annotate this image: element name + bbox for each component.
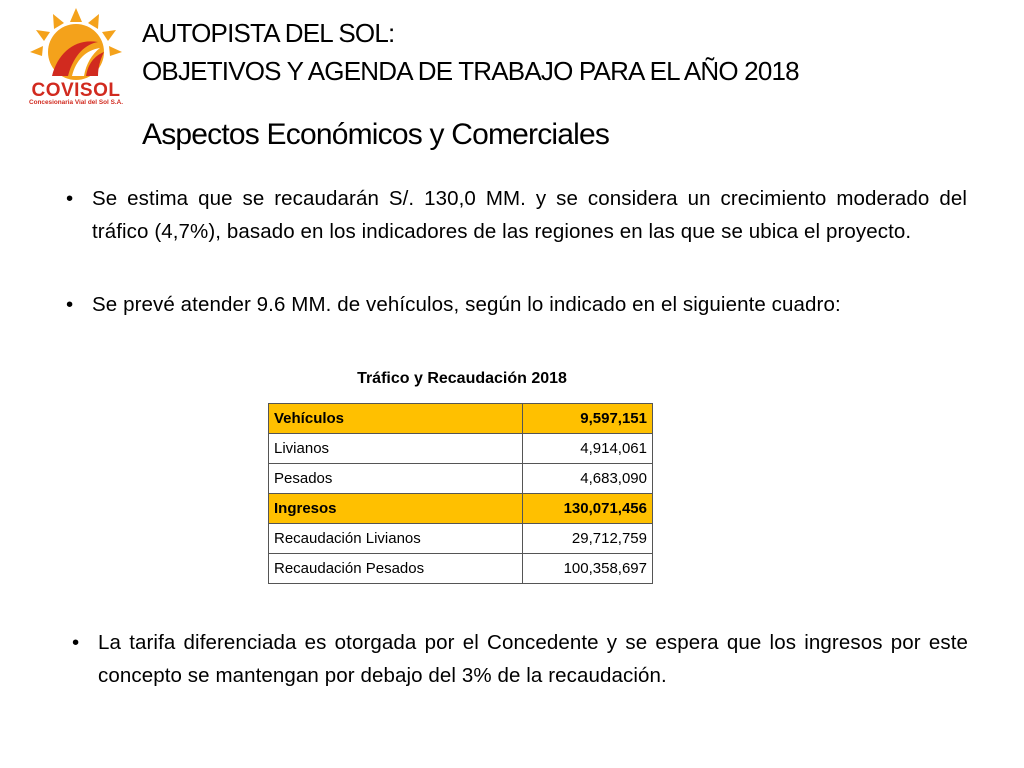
section-title: Aspectos Económicos y Comerciales [142,118,610,151]
table-row [269,494,653,524]
row-value: 130,071,456 [523,494,653,524]
header-line-1: AUTOPISTA DEL SOL: [142,18,395,48]
bullet-icon: • [72,631,80,654]
row-label: Pesados [269,464,523,494]
row-value: 100,358,697 [523,554,653,584]
row-label: Ingresos [269,494,523,524]
row-value: 9,597,151 [523,404,653,434]
table-row [269,554,653,584]
table-row [269,404,653,434]
bullet-text: La tarifa diferenciada es otorgada por el Concedente y se espera que los ingresos por este concepto se mantengan por debajo del 3% de la recaudación. [98,631,968,687]
row-label: Recaudación Pesados [269,554,523,584]
bullet-text: Se estima que se recaudarán S/. 130,0 MM. y se considera un crecimiento moderado del tráfico (4,7%), basado en los indicadores de las regiones en las que se ubica el proyecto. [92,187,967,243]
bullet-item [72,626,968,692]
bullet-item [66,182,967,248]
row-label: Recaudación Livianos [269,524,523,554]
table-row [269,524,653,554]
bullet-item [66,288,967,321]
table-row [269,464,653,494]
traffic-revenue-table [268,403,653,584]
row-value: 29,712,759 [523,524,653,554]
row-value: 4,914,061 [523,434,653,464]
bullet-icon: • [66,187,74,210]
table-row [269,434,653,464]
bullet-icon: • [66,293,74,316]
logo-subtitle: Concesionaria Vial del Sol S.A. [29,99,123,106]
bullet-text: Se prevé atender 9.6 MM. de vehículos, según lo indicado en el siguiente cuadro: [92,293,841,316]
logo-wordmark: COVISOL [31,80,121,101]
header-line-2: OBJETIVOS Y AGENDA DE TRABAJO PARA EL AÑO 2018 [142,56,799,86]
row-value: 4,683,090 [523,464,653,494]
row-label: Livianos [269,434,523,464]
table-title: Tráfico y Recaudación 2018 [357,370,567,387]
row-label: Vehículos [269,404,523,434]
